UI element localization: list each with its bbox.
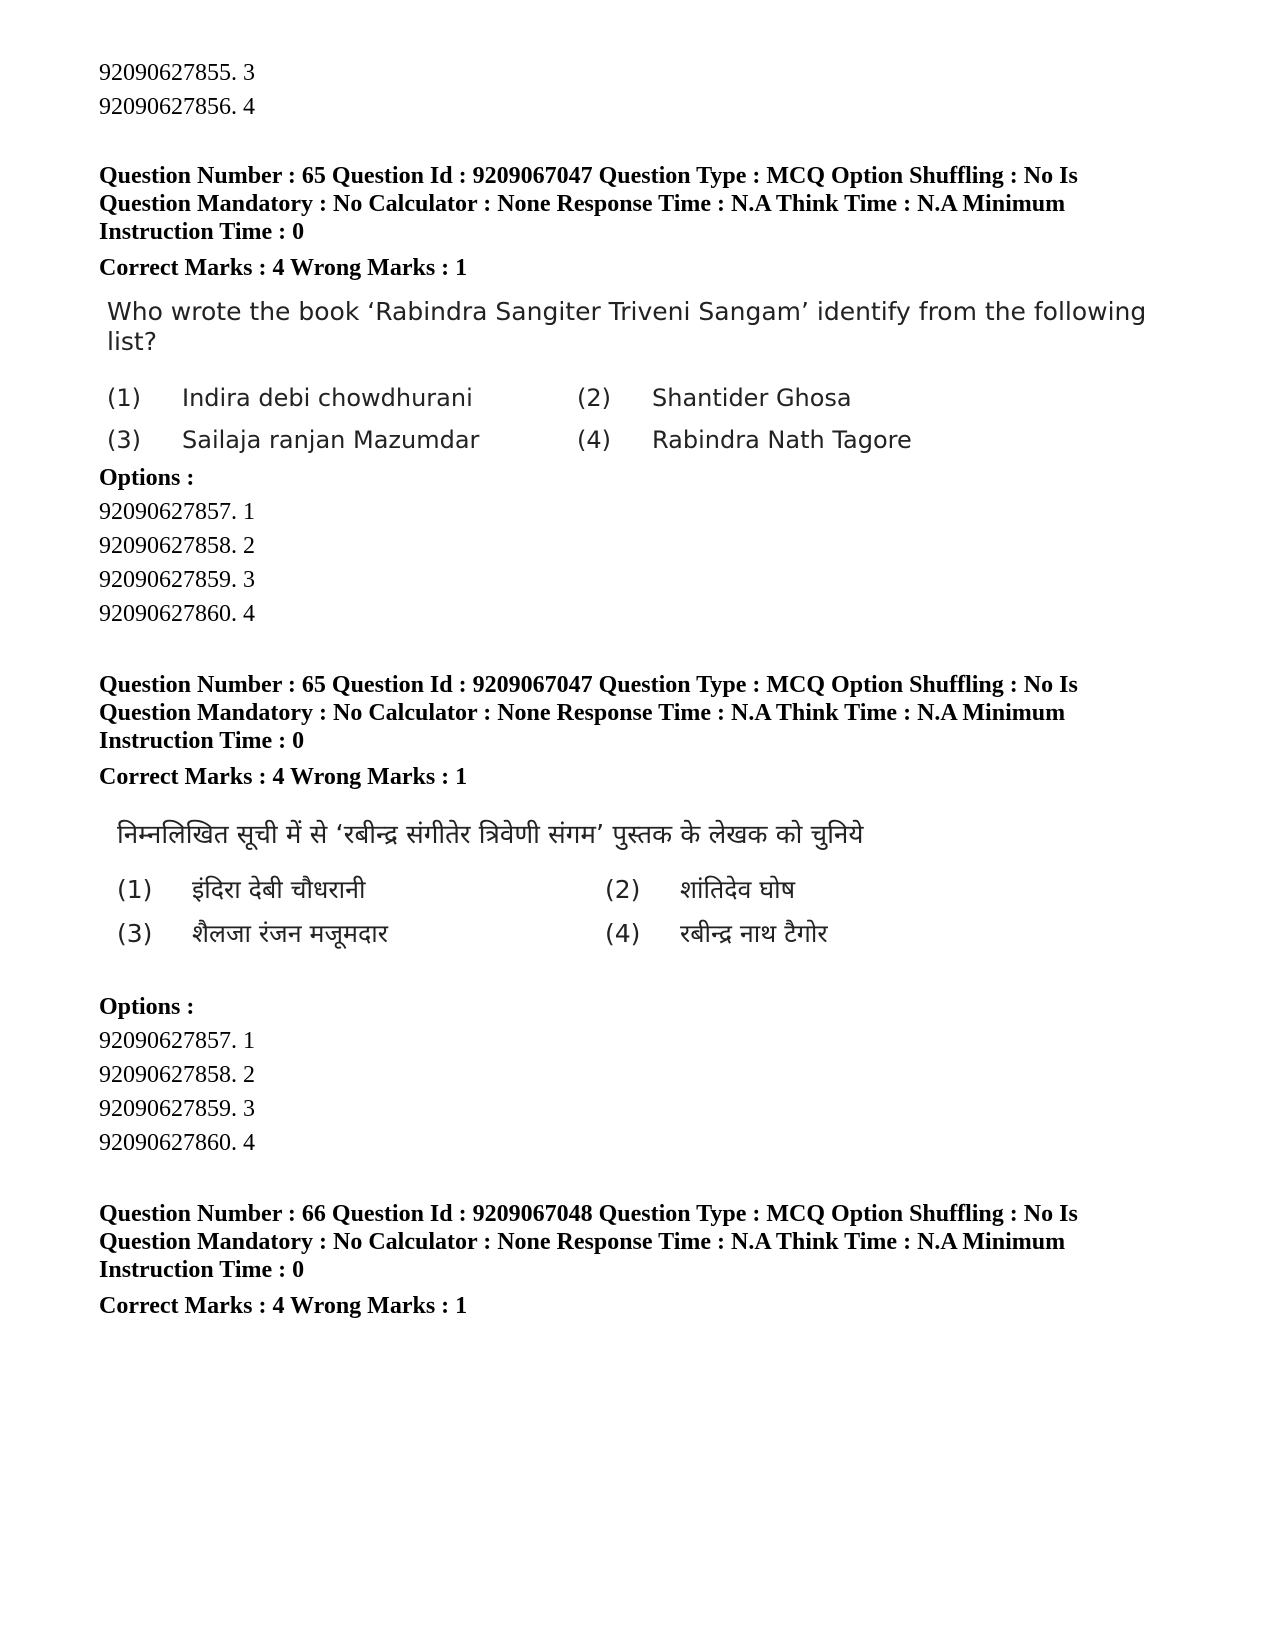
option-line: 92090627857. 1 [99,1028,255,1054]
question-block-66 [99,1200,1189,1323]
question-block-65-en [99,162,1189,631]
question-marks: Correct Marks : 4 Wrong Marks : 1 [99,1293,468,1319]
choice-number: (2) [577,384,611,412]
question-image [99,297,1189,455]
choice-4 [577,425,977,455]
choice-number: (3) [117,919,153,948]
choice-text: Shantider Ghosa [652,384,852,412]
question-text: Who wrote the book ‘Rabindra Sangiter Triveni Sangam’ identify from the following list? [107,297,1147,356]
option-line: 92090627859. 3 [99,1096,255,1122]
option-line: 92090627860. 4 [99,601,255,627]
question-text: निम्नलिखित सूची में से ‘रबीन्द्र संगीतेर त्रिवेणी संगम’ पुस्तक के लेखक को चुनिये [117,820,864,850]
choice-text: शैलजा रंजन मजूमदार [192,919,388,948]
choice-number: (1) [117,875,153,904]
option-line: 92090627856. 4 [99,94,255,120]
question-marks: Correct Marks : 4 Wrong Marks : 1 [99,255,468,281]
choice-grid [107,383,1189,455]
previous-options [99,56,1189,124]
choice-text: इंदिरा देबी चौधरानी [192,875,366,904]
question-header: Question Number : 65 Question Id : 9209067047 Question Type : MCQ Option Shuffling : No Is Question Mandatory : No Calculator : None Response Time : N.A Think Time : N.A Minimum Instruction Time : 0 [99,672,1078,754]
choice-number: (4) [605,919,641,948]
choice-4 [605,918,1005,950]
choice-text: Sailaja ranjan Mazumdar [182,426,480,454]
question-image [99,818,1189,950]
question-block-65-hi [99,671,1189,1160]
question-marks: Correct Marks : 4 Wrong Marks : 1 [99,764,468,790]
choice-text: Indira debi chowdhurani [182,384,473,412]
question-header: Question Number : 66 Question Id : 9209067048 Question Type : MCQ Option Shuffling : No Is Question Mandatory : No Calculator : None Response Time : N.A Think Time : N.A Minimum Instruction Time : 0 [99,1201,1078,1283]
option-line: 92090627860. 4 [99,1130,255,1156]
choice-text: रबीन्द्र नाथ टैगोर [680,919,828,948]
choice-1 [107,383,577,413]
choice-number: (2) [605,875,641,904]
choice-number: (3) [107,426,141,454]
option-line: 92090627857. 1 [99,499,255,525]
choice-number: (4) [577,426,611,454]
choice-3 [117,918,605,950]
choice-text: शांतिदेव घोष [680,875,796,904]
option-line: 92090627859. 3 [99,567,255,593]
choice-1 [117,874,605,906]
option-line: 92090627858. 2 [99,533,255,559]
document-page [99,56,1189,1323]
choice-number: (1) [107,384,141,412]
choice-grid [117,874,1189,950]
choice-text: Rabindra Nath Tagore [652,426,912,454]
question-header: Question Number : 65 Question Id : 9209067047 Question Type : MCQ Option Shuffling : No Is Question Mandatory : No Calculator : None Response Time : N.A Think Time : N.A Minimum Instruction Time : 0 [99,163,1078,245]
choice-2 [577,383,977,413]
choice-2 [605,874,1005,906]
options-label: Options : [99,994,195,1020]
options-label: Options : [99,465,195,491]
option-line: 92090627855. 3 [99,60,255,86]
choice-3 [107,425,577,455]
option-line: 92090627858. 2 [99,1062,255,1088]
